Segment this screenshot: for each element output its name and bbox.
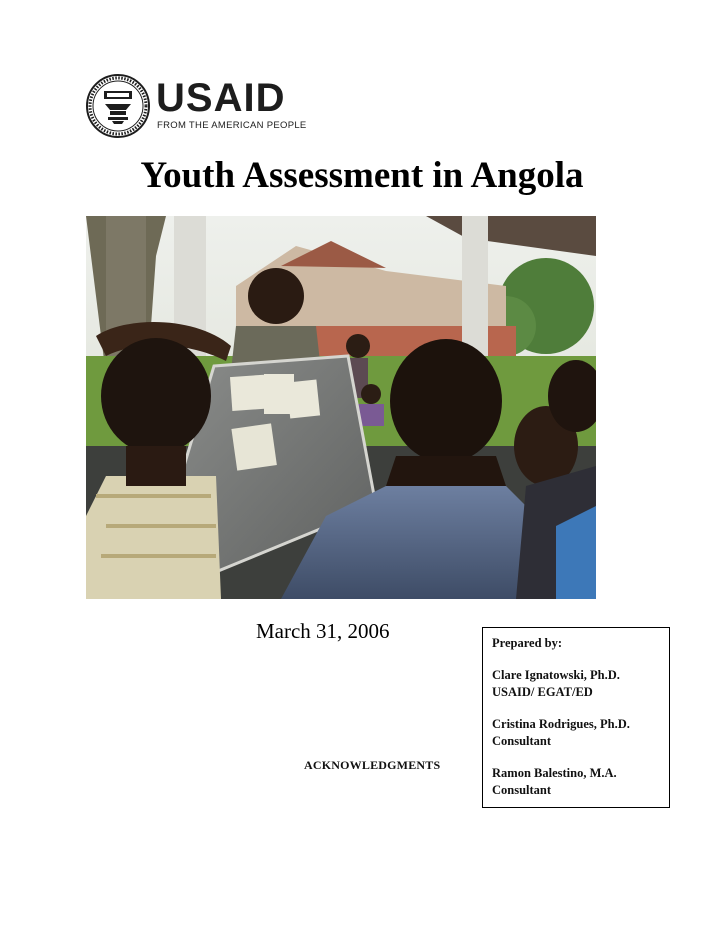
publication-date: March 31, 2006 [256,619,390,643]
prepared-by-box [482,627,670,808]
document-title: Youth Assessment in Angola [140,155,584,196]
author-entry [492,765,660,799]
prepared-by-heading: Prepared by: [492,636,563,650]
author-entry [492,716,660,750]
usaid-tagline: FROM THE AMERICAN PEOPLE [157,120,307,131]
author-name: Clare Ignatowski, Ph.D. [492,668,620,682]
author-role: USAID/ EGAT/ED [492,685,593,699]
author-entry [492,667,660,701]
author-role: Consultant [492,734,552,748]
usaid-logo [86,74,306,140]
author-name: Ramon Balestino, M.A. [492,766,617,780]
author-name: Cristina Rodrigues, Ph.D. [492,717,630,731]
acknowledgments-heading: ACKNOWLEDGMENTS [304,758,441,772]
author-role: Consultant [492,783,552,797]
youth-group-photo [86,216,596,599]
usaid-seal-icon [86,74,150,138]
usaid-wordmark: USAID [156,76,286,120]
